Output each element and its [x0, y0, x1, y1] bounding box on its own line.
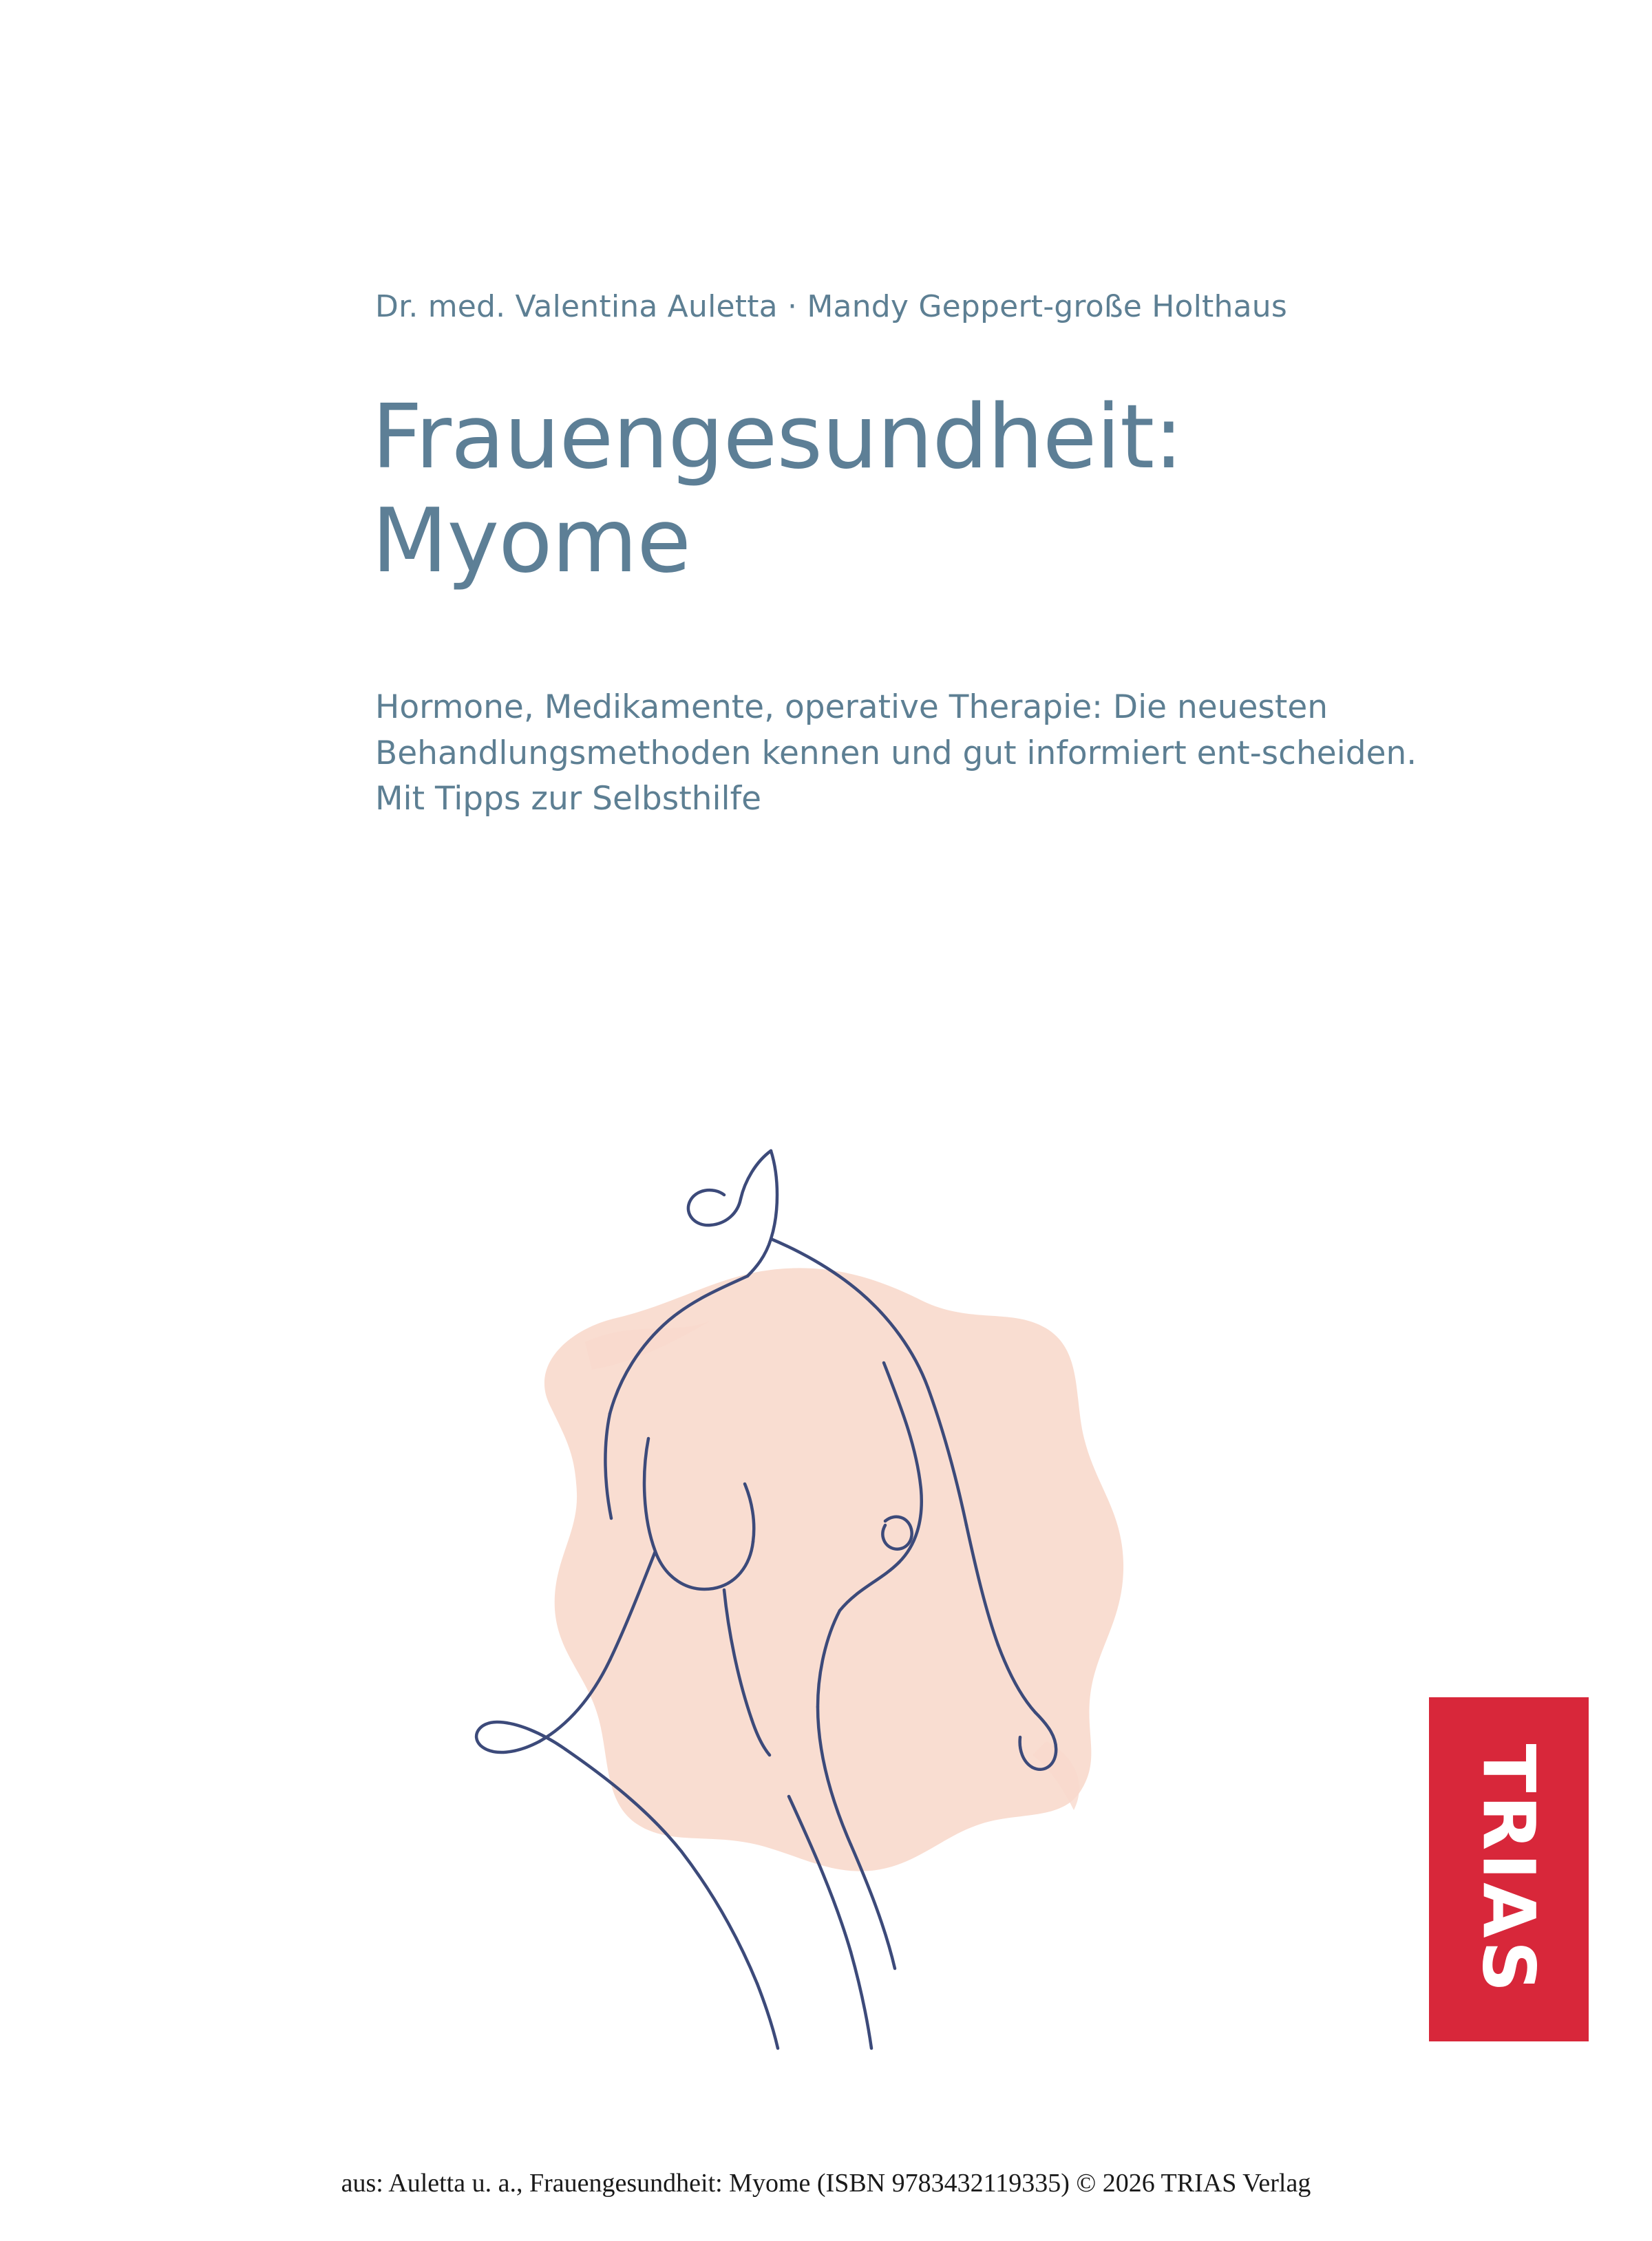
watercolor-wash-shape — [544, 1268, 1123, 1871]
cover-subtitle: Hormone, Medikamente, operative Therapie: Die neuesten Behandlungsmethoden kennen und gut informiert ent-scheiden. Mit Tipps zur Selbsthilfe — [375, 688, 1417, 818]
page-title — [372, 385, 1542, 593]
torso-illustration — [468, 1136, 1308, 2051]
source-footer: aus: Auletta u. a., Frauengesundheit: Myome (ISBN 9783432119335) © 2026 TRIAS Verlag — [341, 2169, 1311, 2198]
publisher-logo — [1429, 1697, 1589, 2041]
title-line-1: Frauengesundheit: — [372, 386, 1183, 489]
title-line-2: Myome — [372, 490, 690, 593]
publisher-logo-text: TRIAS — [1467, 1743, 1552, 1995]
cover-authors: Dr. med. Valentina Auletta · Mandy Geppert-große Holthaus — [375, 289, 1287, 324]
